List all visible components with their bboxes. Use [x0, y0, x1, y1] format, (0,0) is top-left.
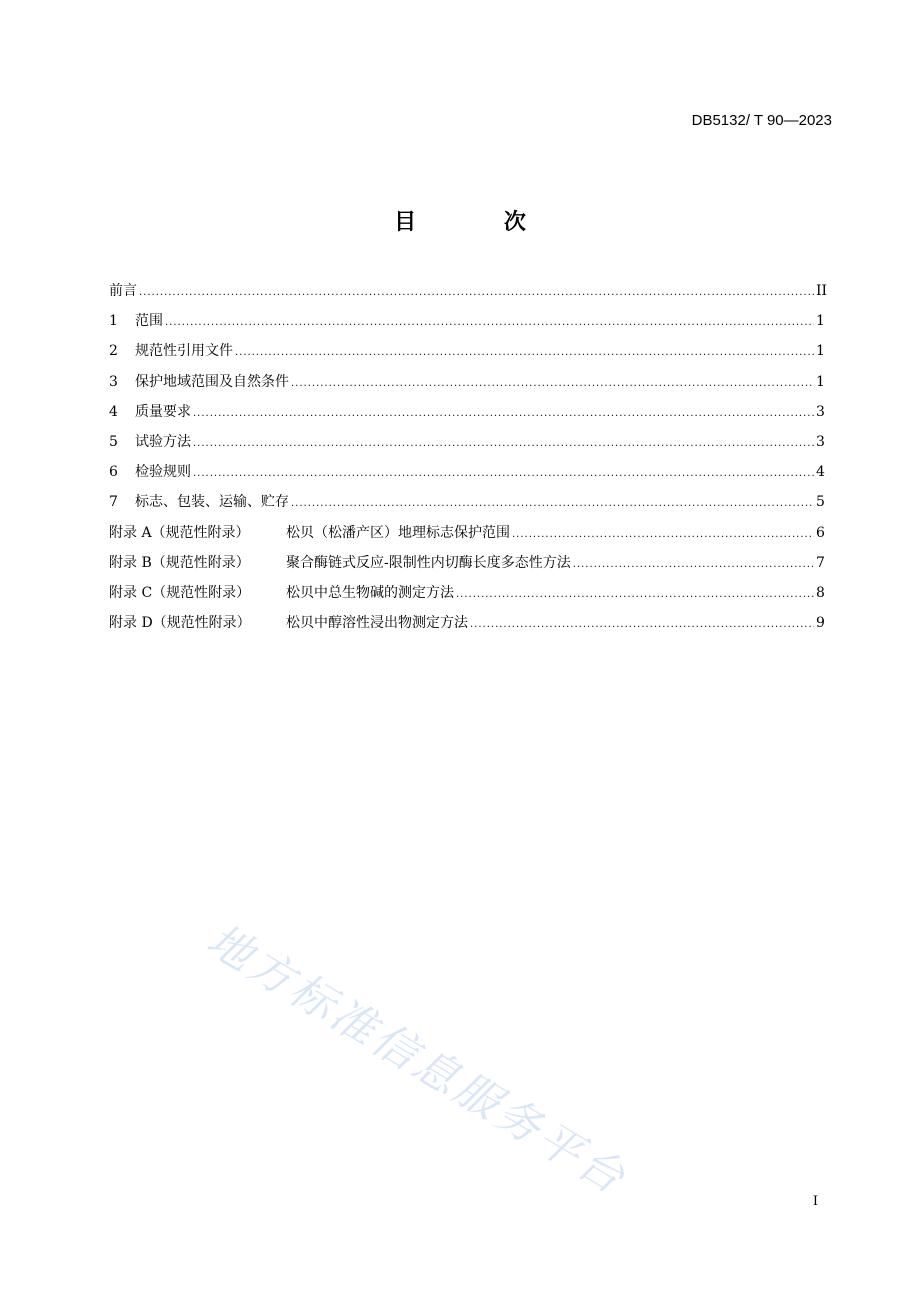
toc-entry-number: 7 — [109, 494, 118, 511]
toc-entry-page: 3 — [816, 433, 825, 450]
toc-entry-3[interactable] — [109, 373, 824, 403]
toc-leader-dots — [193, 465, 814, 483]
toc-entry-foreword[interactable] — [109, 282, 828, 312]
toc-appendix-heading: 附录 D（规范性附录） — [109, 615, 251, 632]
toc-entry-label — [109, 524, 510, 542]
watermark: 地方标准信息服务平台 — [198, 914, 636, 1206]
toc-entry-page: 3 — [816, 403, 825, 420]
toc-entry-1[interactable] — [109, 312, 824, 342]
toc-entry-label — [109, 312, 163, 330]
toc-entry-label — [109, 554, 571, 572]
toc-entry-page: 1 — [816, 373, 825, 390]
toc-entry-label — [109, 463, 191, 481]
table-of-contents — [109, 282, 828, 644]
toc-appendix-heading: 附录 C（规范性附录） — [109, 584, 251, 601]
toc-entry-6[interactable] — [109, 463, 824, 493]
toc-entry-text: 规范性引用文件 — [135, 343, 233, 360]
toc-entry-label — [109, 373, 289, 391]
toc-entry-page: 9 — [816, 615, 825, 632]
toc-leader-dots — [291, 375, 814, 393]
toc-entry-number: 3 — [109, 373, 118, 390]
toc-appendix-b[interactable] — [109, 554, 824, 584]
toc-appendix-c[interactable] — [109, 584, 824, 614]
toc-entry-5[interactable] — [109, 433, 824, 463]
toc-entry-text: 质量要求 — [135, 403, 191, 420]
toc-entry-number: 1 — [109, 313, 118, 330]
toc-leader-dots — [512, 526, 814, 544]
toc-entry-text: 聚合酶链式反应-限制性内切酶长度多态性方法 — [286, 554, 571, 571]
toc-leader-dots — [456, 586, 814, 604]
toc-leader-dots — [470, 616, 814, 634]
toc-entry-page: 5 — [816, 494, 825, 511]
toc-entry-text: 检验规则 — [135, 464, 191, 481]
toc-entry-number: 4 — [109, 403, 118, 420]
toc-entry-text: 范围 — [135, 313, 163, 330]
toc-entry-label — [109, 433, 191, 451]
toc-entry-text: 试验方法 — [135, 433, 191, 450]
toc-entry-number: 5 — [109, 433, 118, 450]
toc-entry-label — [109, 493, 289, 511]
toc-entry-page: 7 — [816, 554, 825, 571]
toc-entry-page: II — [816, 283, 828, 299]
toc-leader-dots — [193, 405, 814, 423]
toc-leader-dots — [235, 344, 814, 362]
toc-entry-7[interactable] — [109, 493, 824, 523]
toc-appendix-a[interactable] — [109, 524, 824, 554]
toc-leader-dots — [573, 556, 814, 574]
toc-entry-text: 标志、包装、运输、贮存 — [135, 494, 289, 511]
page-title: 目 次 — [394, 210, 566, 235]
toc-entry-label: 前言 — [109, 283, 137, 299]
toc-entry-text: 松贝（松潘产区）地理标志保护范围 — [286, 524, 510, 541]
toc-entry-label — [109, 342, 233, 360]
toc-entry-text: 松贝中总生物碱的测定方法 — [286, 584, 454, 601]
toc-entry-page: 1 — [816, 343, 825, 360]
toc-entry-page: 8 — [816, 584, 825, 601]
toc-entry-2[interactable] — [109, 342, 824, 372]
toc-entry-4[interactable] — [109, 403, 824, 433]
toc-appendix-d[interactable] — [109, 614, 824, 644]
toc-entry-label — [109, 614, 468, 632]
document-code: DB5132/ T 90—2023 — [691, 112, 832, 129]
toc-entry-label — [109, 584, 454, 602]
toc-leader-dots — [165, 314, 814, 332]
toc-leader-dots — [291, 495, 814, 513]
toc-leader-dots — [193, 435, 814, 453]
toc-entry-number: 6 — [109, 464, 118, 481]
toc-entry-page: 1 — [816, 313, 825, 330]
toc-entry-page: 4 — [816, 464, 825, 481]
toc-entry-text: 保护地域范围及自然条件 — [135, 373, 289, 390]
toc-entry-text: 松贝中醇溶性浸出物测定方法 — [286, 615, 468, 632]
toc-appendix-heading: 附录 A（规范性附录） — [109, 524, 250, 541]
toc-leader-dots — [139, 284, 814, 302]
toc-entry-label — [109, 403, 191, 421]
page-number: I — [812, 1194, 818, 1209]
toc-entry-number: 2 — [109, 343, 118, 360]
toc-entry-page: 6 — [816, 524, 825, 541]
toc-appendix-heading: 附录 B（规范性附录） — [109, 554, 250, 571]
